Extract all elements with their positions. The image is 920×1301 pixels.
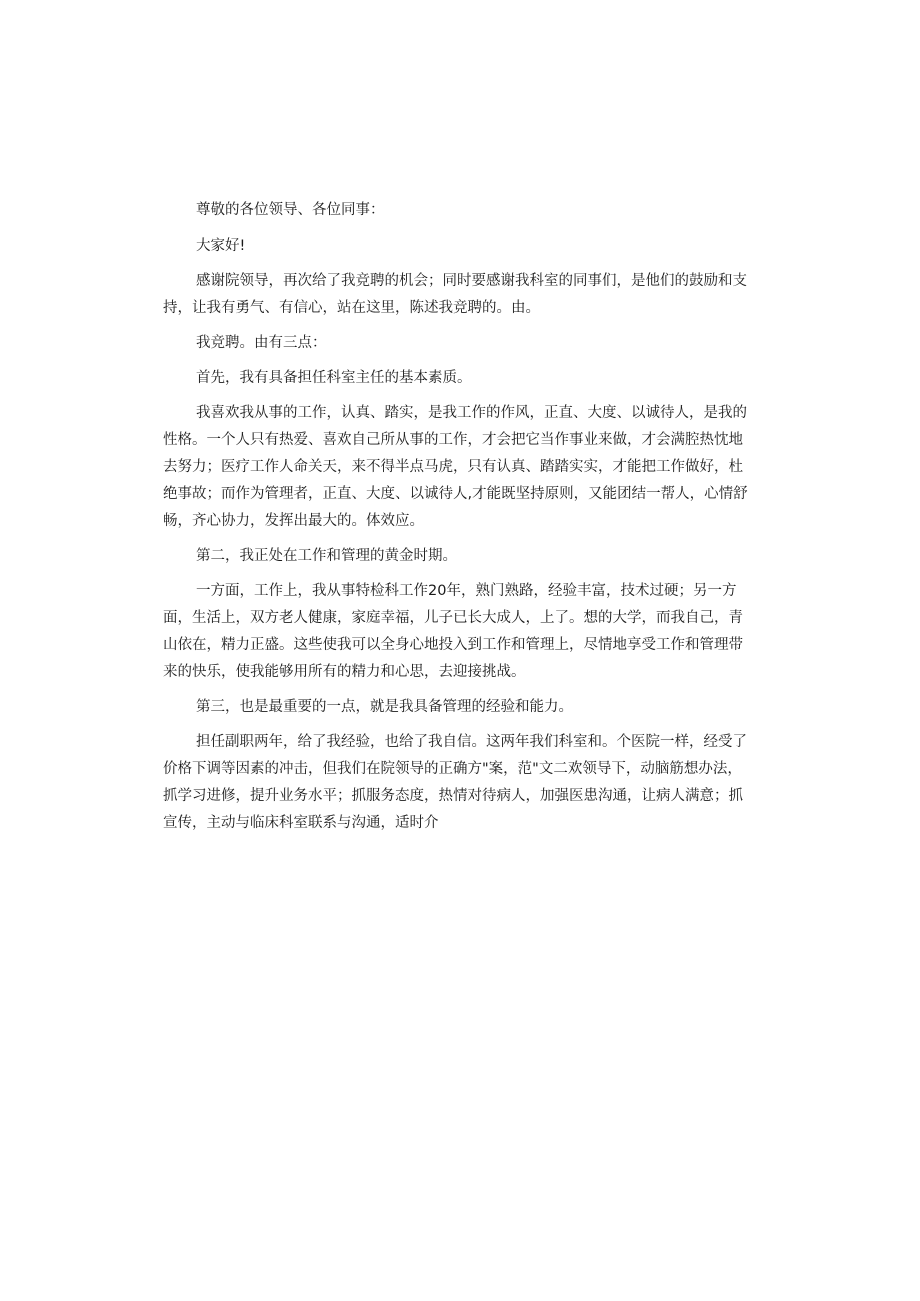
paragraph: 我喜欢我从事的工作，认真、踏实，是我工作的作风，正直、大度、以诚待人，是我的性格。一个人只有热爱、喜欢自己所从事的工作，才会把它当作事业来做，才会满腔热忱地去努力；医疗工作人命关天，来不得半点马虎，只有认真、踏踏实实，才能把工作做好，杜绝事故；而作为管理者，正直、大度、以诚待人,才能既坚持原则，又能团结一帮人，心情舒畅，齐心协力，发挥出最大的。体效应。 — [163, 405, 748, 529]
paragraph: 第三，也是最重要的一点，就是我具备管理的经验和能力。 — [196, 699, 573, 715]
paragraph: 感谢院领导，再次给了我竞聘的机会；同时要感谢我科室的同事们，是他们的鼓励和支持，让我有勇气、有信心，站在这里，陈述我竞聘的。由。 — [163, 273, 747, 316]
greeting: 大家好! — [196, 238, 246, 254]
paragraph: 首先，我有具备担任科室主任的基本素质。 — [196, 370, 472, 386]
salutation: 尊敬的各位领导、各位同事： — [196, 202, 385, 218]
paragraph: 我竞聘。由有三点： — [196, 335, 327, 351]
paragraph: 第二，我正处在工作和管理的黄金时期。 — [196, 548, 457, 564]
document-body — [163, 197, 755, 845]
paragraph: 担任副职两年，给了我经验，也给了我自信。这两年我们科室和。个医院一样，经受了价格下调等因素的冲击，但我们在院领导的正确方"案，范"文二欢领导下，动脑筋想办法，抓学习进修，提升业务水平；抓服务态度，热情对待病人，加强医患沟通，让病人满意；抓宣传，主动与临床科室联系与沟通，适时介 — [163, 734, 747, 831]
paragraph: 一方面，工作上，我从事特检科工作20年，熟门熟路，经验丰富，技术过硬；另一方面，生活上，双方老人健康，家庭幸福，儿子已长大成人，上了。想的大学，而我自己，青山依在，精力正盛。这些使我可以全身心地投入到工作和管理上，尽情地享受工作和管理带来的快乐，使我能够用所有的精力和心思，去迎接挑战。 — [163, 583, 743, 680]
